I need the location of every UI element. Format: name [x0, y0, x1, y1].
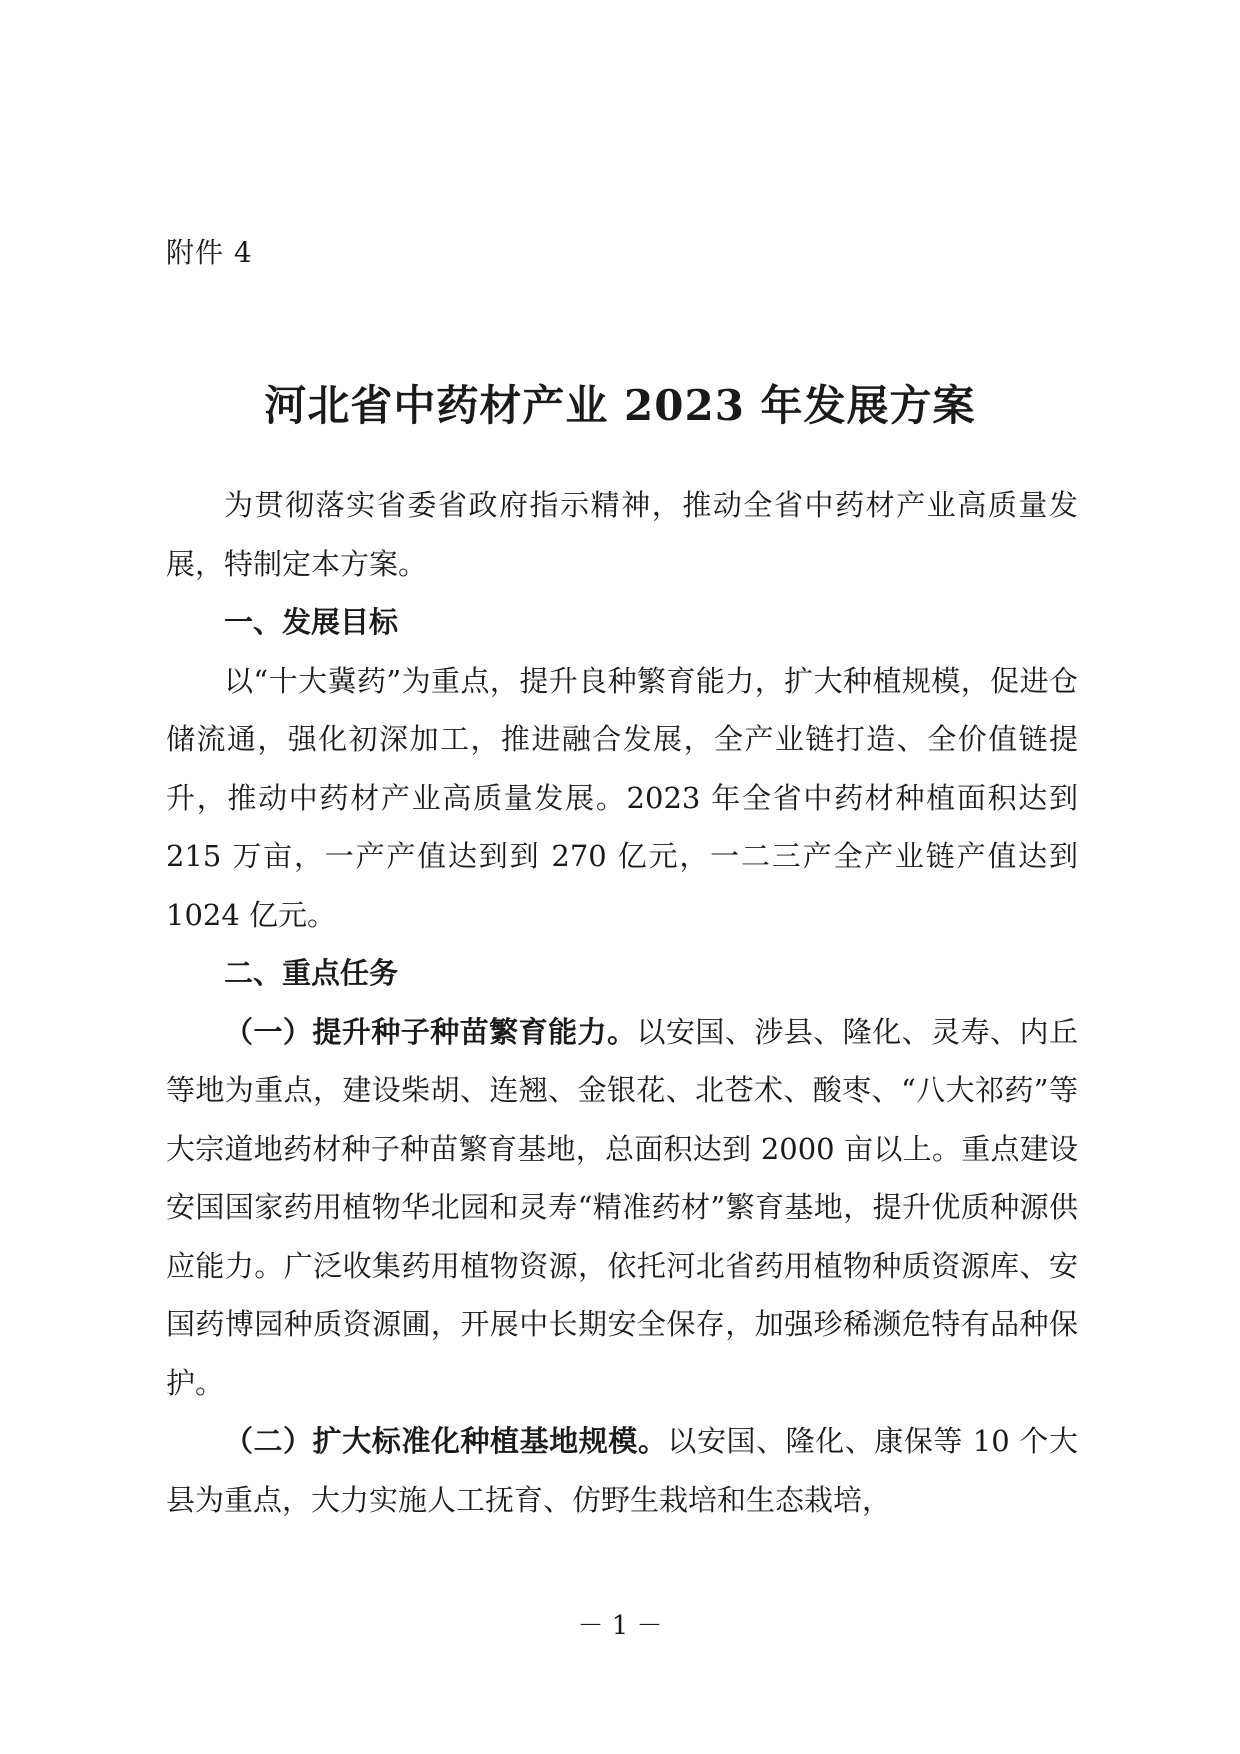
goals-paragraph: 以“十大冀药”为重点，提升良种繁育能力，扩大种植规模，促进仓储流通，强化初深加工，推进融合发展，全产业链打造、全价值链提升，推动中药材产业高质量发展。2023 年全省中药材种植面积达到 215 万亩，一产产值达到到 270 亿元，一二三产全产业链产值达到 1024 亿元。: [166, 663, 1078, 932]
section-heading-tasks: 二、重点任务: [224, 956, 399, 990]
document-title: 河北省中药材产业 2023 年发展方案: [264, 381, 976, 431]
section-heading-goals: 一、发展目标: [224, 605, 399, 639]
task-2-text: 以安国、隆化、康保等 10 个大县为重点，大力实施人工抚育、仿野生栽培和生态栽培，: [166, 1424, 1078, 1517]
task-paragraph-2: [166, 1412, 1078, 1529]
task-paragraph-1: [166, 1003, 1078, 1413]
document-body: [166, 476, 1078, 1529]
page-number: － 1 －: [577, 1611, 663, 1641]
task-2-lead: （二）扩大标准化种植基地规模。: [224, 1424, 668, 1458]
annex-label: 附件 4: [166, 236, 253, 269]
intro-paragraph: 为贯彻落实省委省政府指示精神，推动全省中药材产业高质量发展，特制定本方案。: [166, 488, 1078, 581]
task-1-lead: （一）提升种子种苗繁育能力。: [224, 1014, 637, 1049]
task-1-text: 以安国、涉县、隆化、灵寿、内丘等地为重点，建设柴胡、连翘、金银花、北苍术、酸枣、“八大祁药”等大宗道地药材种子种苗繁育基地，总面积达到 2000 亩以上。重点建设安国国家药用植物华北园和灵寿“精准药材”繁育基地，提升优质种源供应能力。广泛收集药用植物资源，依托河北省药用植物种质资源库、安国药博园种质资源圃，开展中长期安全保存，加强珍稀濒危特有品种保护。: [166, 1014, 1078, 1400]
